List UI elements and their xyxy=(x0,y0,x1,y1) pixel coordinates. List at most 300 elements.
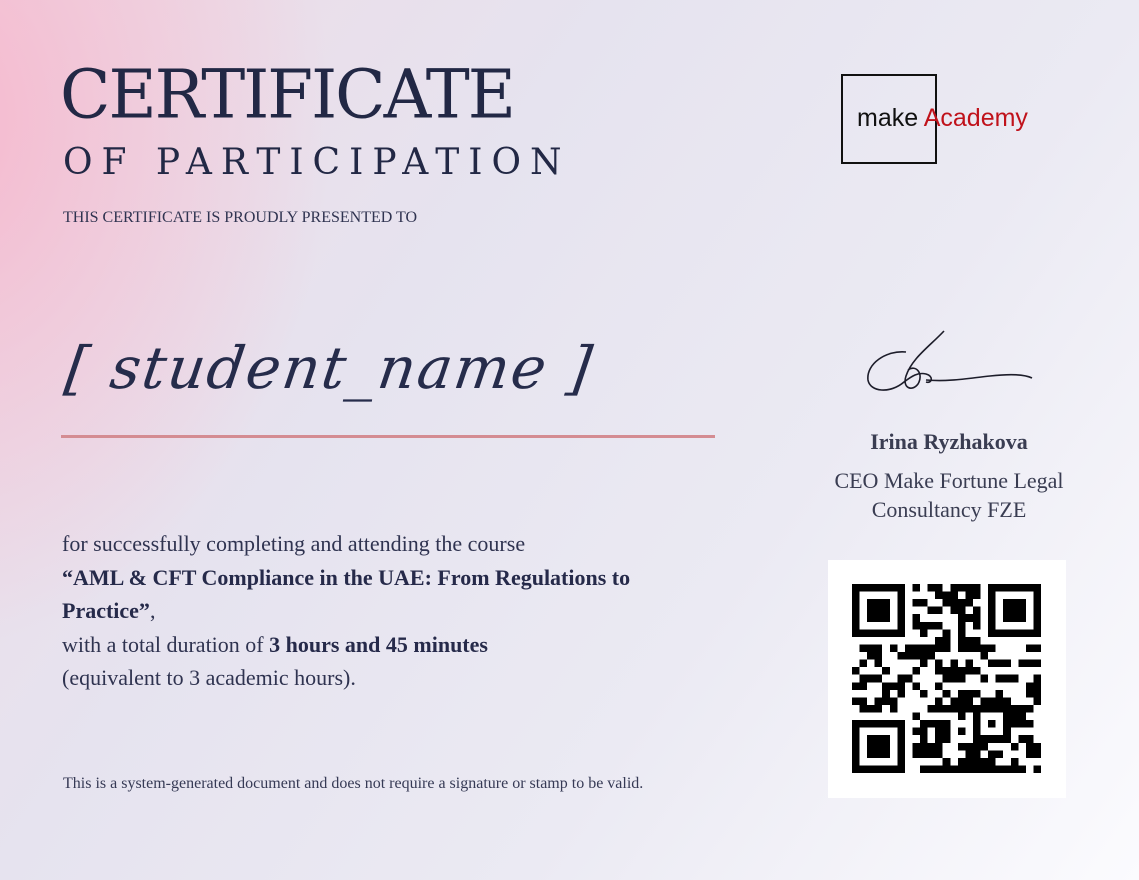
qr-module xyxy=(996,735,1004,743)
qr-module xyxy=(935,720,943,728)
qr-module xyxy=(973,765,981,773)
qr-module xyxy=(928,743,936,751)
qr-module xyxy=(905,644,913,652)
qr-module xyxy=(860,629,868,637)
qr-module xyxy=(920,743,928,751)
qr-module xyxy=(852,765,860,773)
qr-module xyxy=(928,720,936,728)
qr-module xyxy=(897,682,905,690)
qr-module xyxy=(1033,660,1041,668)
qr-module xyxy=(988,607,996,615)
qr-module xyxy=(912,599,920,607)
qr-module xyxy=(912,682,920,690)
qr-module xyxy=(928,622,936,630)
qr-module xyxy=(897,652,905,660)
qr-module xyxy=(1011,614,1019,622)
qr-module xyxy=(935,697,943,705)
qr-module xyxy=(897,720,905,728)
qr-module xyxy=(1018,614,1026,622)
qr-module xyxy=(875,629,883,637)
qr-module xyxy=(867,652,875,660)
qr-module xyxy=(943,629,951,637)
certificate-title: CERTIFICATE xyxy=(60,55,514,134)
qr-module xyxy=(852,682,860,690)
course-title-line xyxy=(62,561,682,628)
qr-module xyxy=(852,607,860,615)
qr-module xyxy=(943,592,951,600)
qr-module xyxy=(1033,697,1041,705)
qr-module xyxy=(1003,607,1011,615)
qr-module xyxy=(973,667,981,675)
qr-module xyxy=(950,607,958,615)
qr-module xyxy=(943,758,951,766)
qr-module xyxy=(981,644,989,652)
qr-module xyxy=(981,652,989,660)
qr-module xyxy=(867,584,875,592)
qr-module xyxy=(905,675,913,683)
qr-module xyxy=(965,644,973,652)
logo-word-make: make xyxy=(857,104,919,132)
qr-module xyxy=(867,607,875,615)
qr-module xyxy=(973,614,981,622)
qr-module xyxy=(1003,675,1011,683)
qr-module xyxy=(882,750,890,758)
qr-module xyxy=(965,592,973,600)
qr-module xyxy=(905,652,913,660)
qr-module xyxy=(1011,629,1019,637)
qr-module xyxy=(943,667,951,675)
qr-module xyxy=(973,728,981,736)
qr-module xyxy=(988,765,996,773)
qr-module xyxy=(965,758,973,766)
qr-module xyxy=(988,697,996,705)
qr-module xyxy=(935,607,943,615)
qr-module xyxy=(935,728,943,736)
qr-module xyxy=(882,690,890,698)
qr-module xyxy=(943,705,951,713)
qr-module xyxy=(988,614,996,622)
qr-module xyxy=(958,637,966,645)
qr-module xyxy=(935,637,943,645)
qr-module xyxy=(1026,735,1034,743)
qr-module xyxy=(897,735,905,743)
disclaimer: This is a system-generated document and does not require a signature or stamp to be valid. xyxy=(63,775,644,792)
qr-module xyxy=(981,743,989,751)
qr-module xyxy=(875,599,883,607)
qr-module xyxy=(852,629,860,637)
qr-module xyxy=(935,735,943,743)
qr-module xyxy=(882,735,890,743)
qr-module xyxy=(965,584,973,592)
qr-module xyxy=(958,758,966,766)
qr-module xyxy=(875,720,883,728)
qr-module xyxy=(890,697,898,705)
qr-module xyxy=(897,743,905,751)
qr-module xyxy=(882,629,890,637)
qr-module xyxy=(912,743,920,751)
qr-module xyxy=(958,584,966,592)
academic-hours: (equivalent to 3 academic hours). xyxy=(62,665,356,690)
qr-module xyxy=(1011,705,1019,713)
qr-module xyxy=(890,765,898,773)
qr-module xyxy=(965,765,973,773)
qr-module xyxy=(1026,750,1034,758)
qr-module xyxy=(1018,607,1026,615)
qr-module xyxy=(897,728,905,736)
qr-module xyxy=(1011,607,1019,615)
qr-module xyxy=(958,629,966,637)
qr-module xyxy=(852,697,860,705)
name-underline xyxy=(61,435,715,438)
qr-module xyxy=(965,690,973,698)
qr-module xyxy=(1033,644,1041,652)
qr-module xyxy=(920,690,928,698)
qr-module xyxy=(912,652,920,660)
qr-module xyxy=(912,584,920,592)
duration-prefix: with a total duration of xyxy=(62,631,270,657)
qr-module xyxy=(958,690,966,698)
qr-module xyxy=(950,592,958,600)
qr-module xyxy=(1018,713,1026,721)
qr-module xyxy=(867,720,875,728)
qr-module xyxy=(973,758,981,766)
qr-module xyxy=(943,765,951,773)
qr-module xyxy=(1018,735,1026,743)
qr-module xyxy=(875,652,883,660)
presented-to-label: THIS CERTIFICATE IS PROUDLY PRESENTED TO xyxy=(63,209,418,226)
qr-module xyxy=(996,697,1004,705)
qr-module xyxy=(988,592,996,600)
qr-module xyxy=(935,660,943,668)
qr-module xyxy=(875,584,883,592)
qr-module xyxy=(875,697,883,705)
qr-module xyxy=(973,607,981,615)
qr-module xyxy=(943,720,951,728)
qr-module xyxy=(958,607,966,615)
qr-module xyxy=(867,675,875,683)
qr-module xyxy=(973,713,981,721)
qr-module xyxy=(920,644,928,652)
qr-module xyxy=(973,592,981,600)
qr-module xyxy=(920,629,928,637)
qr-module xyxy=(882,765,890,773)
qr-module xyxy=(867,599,875,607)
qr-module xyxy=(890,720,898,728)
qr-module xyxy=(897,622,905,630)
qr-module xyxy=(875,614,883,622)
qr-module xyxy=(996,584,1004,592)
qr-module xyxy=(943,644,951,652)
qr-module xyxy=(958,697,966,705)
qr-module xyxy=(897,690,905,698)
qr-module xyxy=(890,705,898,713)
qr-module xyxy=(935,644,943,652)
qr-module xyxy=(882,667,890,675)
qr-module xyxy=(973,720,981,728)
qr-module xyxy=(920,652,928,660)
qr-module xyxy=(958,743,966,751)
qr-module xyxy=(912,750,920,758)
qr-module xyxy=(928,607,936,615)
qr-module xyxy=(935,743,943,751)
qr-module xyxy=(958,675,966,683)
qr-module xyxy=(875,644,883,652)
qr-module xyxy=(943,675,951,683)
qr-module xyxy=(996,705,1004,713)
course-title: “AML & CFT Compliance in the UAE: From Regulations to Practice” xyxy=(62,564,631,623)
qr-module xyxy=(973,750,981,758)
qr-module xyxy=(988,758,996,766)
qr-module xyxy=(1011,720,1019,728)
qr-module xyxy=(852,622,860,630)
qr-module xyxy=(958,644,966,652)
qr-module xyxy=(950,705,958,713)
qr-module xyxy=(897,629,905,637)
qr-module xyxy=(943,599,951,607)
qr-module xyxy=(882,584,890,592)
qr-module xyxy=(882,720,890,728)
qr-module xyxy=(981,758,989,766)
qr-module xyxy=(965,599,973,607)
qr-module xyxy=(928,584,936,592)
qr-module xyxy=(973,690,981,698)
qr-module xyxy=(897,599,905,607)
duration-line xyxy=(62,628,682,662)
qr-module xyxy=(981,735,989,743)
qr-module xyxy=(860,644,868,652)
qr-module xyxy=(1026,660,1034,668)
qr-module xyxy=(988,735,996,743)
qr-module xyxy=(852,614,860,622)
qr-module xyxy=(852,743,860,751)
qr-module xyxy=(1003,599,1011,607)
qr-module xyxy=(943,735,951,743)
qr-module xyxy=(928,765,936,773)
qr-module xyxy=(875,675,883,683)
qr-module xyxy=(897,765,905,773)
qr-module xyxy=(882,599,890,607)
qr-module xyxy=(981,705,989,713)
qr-module xyxy=(981,675,989,683)
qr-module xyxy=(958,728,966,736)
qr-module xyxy=(1033,750,1041,758)
qr-module xyxy=(920,750,928,758)
qr-module xyxy=(897,750,905,758)
qr-module xyxy=(1011,765,1019,773)
qr-module xyxy=(958,765,966,773)
qr-module xyxy=(935,705,943,713)
qr-module xyxy=(988,750,996,758)
qr-module xyxy=(882,607,890,615)
qr-module xyxy=(950,667,958,675)
qr-module xyxy=(1018,599,1026,607)
qr-module xyxy=(958,713,966,721)
qr-module xyxy=(1018,705,1026,713)
qr-module xyxy=(1003,629,1011,637)
qr-module xyxy=(965,637,973,645)
qr-module xyxy=(1018,629,1026,637)
qr-module xyxy=(867,743,875,751)
qr-module xyxy=(867,614,875,622)
qr-module xyxy=(958,667,966,675)
qr-module xyxy=(1026,644,1034,652)
qr-module xyxy=(958,622,966,630)
qr-module xyxy=(935,750,943,758)
qr-module xyxy=(920,720,928,728)
qr-module xyxy=(996,765,1004,773)
qr-module xyxy=(928,705,936,713)
qr-module xyxy=(912,667,920,675)
qr-module xyxy=(988,660,996,668)
qr-module xyxy=(1018,584,1026,592)
qr-module xyxy=(1018,765,1026,773)
qr-module xyxy=(1033,743,1041,751)
qr-module xyxy=(965,614,973,622)
qr-module xyxy=(1011,599,1019,607)
qr-module xyxy=(988,599,996,607)
qr-module xyxy=(1026,682,1034,690)
qr-module xyxy=(912,614,920,622)
qr-module xyxy=(912,644,920,652)
qr-module xyxy=(890,682,898,690)
qr-module xyxy=(1003,705,1011,713)
qr-module xyxy=(867,735,875,743)
qr-module xyxy=(882,697,890,705)
qr-module xyxy=(1018,720,1026,728)
qr-module xyxy=(928,652,936,660)
qr-module xyxy=(912,728,920,736)
qr-module xyxy=(943,728,951,736)
qr-module xyxy=(852,750,860,758)
qr-module xyxy=(897,614,905,622)
qr-module xyxy=(867,765,875,773)
qr-module xyxy=(958,614,966,622)
qr-module xyxy=(943,637,951,645)
qr-module xyxy=(1011,675,1019,683)
qr-module xyxy=(852,599,860,607)
qr-module xyxy=(1003,713,1011,721)
qr-module xyxy=(1026,629,1034,637)
qr-module xyxy=(981,697,989,705)
qr-module xyxy=(920,765,928,773)
qr-module xyxy=(1033,629,1041,637)
qr-module xyxy=(950,675,958,683)
qr-module xyxy=(928,750,936,758)
qr-module xyxy=(935,592,943,600)
qr-module xyxy=(897,592,905,600)
qr-module xyxy=(860,682,868,690)
qr-module xyxy=(1033,614,1041,622)
qr-module xyxy=(882,743,890,751)
qr-module xyxy=(852,720,860,728)
qr-module xyxy=(981,765,989,773)
qr-module xyxy=(965,667,973,675)
qr-module xyxy=(1033,765,1041,773)
qr-module xyxy=(988,705,996,713)
qr-module xyxy=(996,690,1004,698)
qr-module xyxy=(950,599,958,607)
qr-module xyxy=(897,675,905,683)
qr-module xyxy=(897,758,905,766)
qr-module xyxy=(958,705,966,713)
qr-module xyxy=(958,599,966,607)
qr-module xyxy=(1003,720,1011,728)
qr-module xyxy=(1011,713,1019,721)
qr-module xyxy=(860,660,868,668)
qr-module xyxy=(950,697,958,705)
qr-module xyxy=(1011,743,1019,751)
qr-module xyxy=(920,599,928,607)
qr-module xyxy=(1033,690,1041,698)
qr-module xyxy=(875,735,883,743)
logo-word-academy: Academy xyxy=(923,104,1028,132)
qr-module xyxy=(852,584,860,592)
qr-module xyxy=(875,743,883,751)
qr-module xyxy=(1026,743,1034,751)
qr-module xyxy=(1003,660,1011,668)
qr-module xyxy=(950,584,958,592)
qr-module xyxy=(852,758,860,766)
qr-module xyxy=(996,750,1004,758)
qr-module xyxy=(1026,690,1034,698)
qr-module xyxy=(965,697,973,705)
qr-module xyxy=(875,705,883,713)
qr-module xyxy=(965,750,973,758)
qr-module xyxy=(928,644,936,652)
qr-module xyxy=(867,750,875,758)
qr-module xyxy=(973,584,981,592)
qr-module xyxy=(852,728,860,736)
qr-module xyxy=(1033,592,1041,600)
qr-module xyxy=(882,682,890,690)
qr-module xyxy=(973,637,981,645)
qr-module xyxy=(1026,584,1034,592)
qr-module xyxy=(852,735,860,743)
duration-value: 3 hours and 45 minutes xyxy=(269,631,488,657)
qr-module xyxy=(1026,705,1034,713)
make-academy-logo xyxy=(857,104,1028,133)
qr-module xyxy=(996,660,1004,668)
qr-module xyxy=(935,682,943,690)
course-description xyxy=(62,527,682,695)
student-name: [ student_name ] xyxy=(61,334,598,402)
qr-module xyxy=(935,622,943,630)
qr-module xyxy=(1033,682,1041,690)
qr-module xyxy=(973,644,981,652)
qr-module xyxy=(950,660,958,668)
qr-module xyxy=(1033,584,1041,592)
qr-module xyxy=(920,660,928,668)
qr-module xyxy=(1033,675,1041,683)
qr-module xyxy=(852,667,860,675)
qr-module xyxy=(867,705,875,713)
qr-module xyxy=(950,765,958,773)
qr-module xyxy=(965,660,973,668)
qr-module xyxy=(875,765,883,773)
qr-module xyxy=(1026,720,1034,728)
course-title-suffix: , xyxy=(149,598,156,623)
qr-module xyxy=(867,644,875,652)
qr-module xyxy=(912,622,920,630)
qr-module xyxy=(1003,584,1011,592)
signatory-name: Irina Ryzhakova xyxy=(870,429,1028,454)
qr-module xyxy=(875,660,883,668)
qr-module xyxy=(988,629,996,637)
qr-module xyxy=(890,629,898,637)
qr-module xyxy=(943,690,951,698)
qr-module xyxy=(988,644,996,652)
qr-module xyxy=(1011,584,1019,592)
